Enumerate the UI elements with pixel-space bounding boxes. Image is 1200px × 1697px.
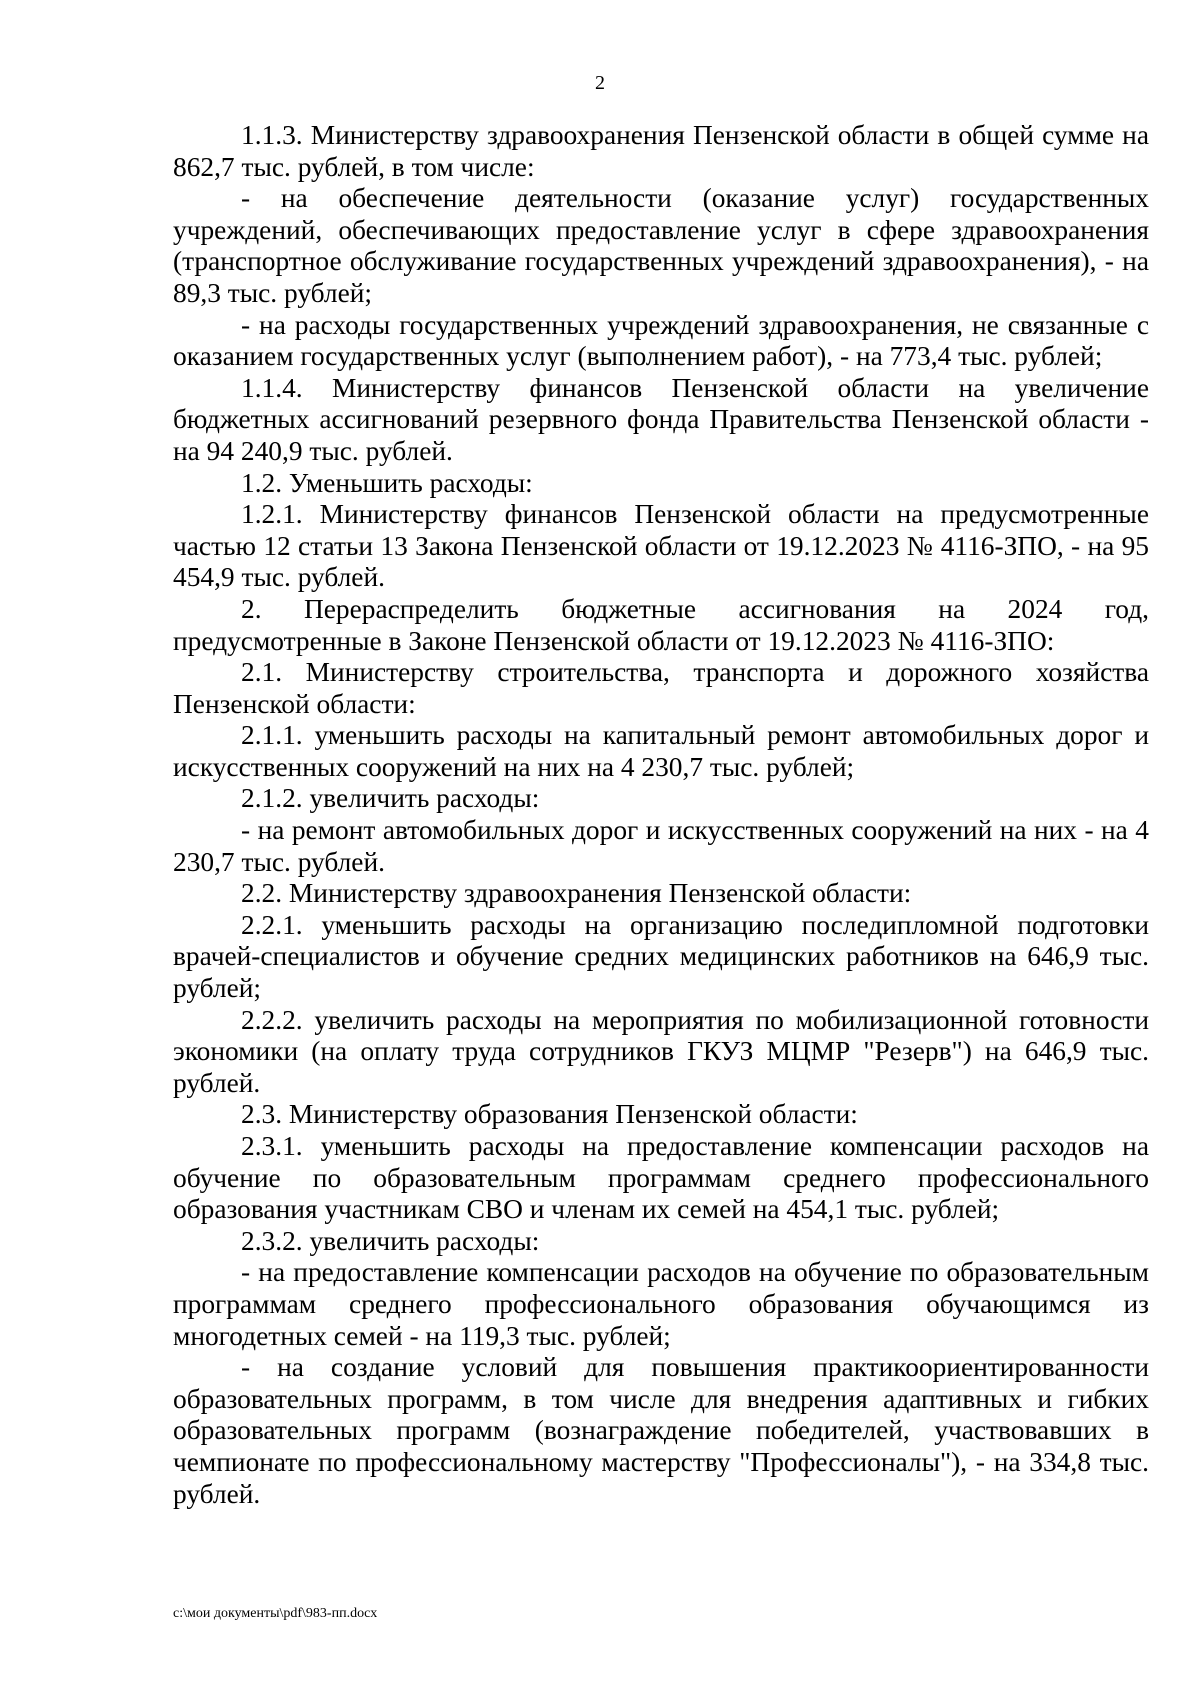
paragraph-2-2: 2.2. Министерству здравоохранения Пензенской области:: [241, 878, 912, 909]
paragraph-2-2-1: 2.2.1. уменьшить расходы на организацию последипломной подготовки врачей-специалистов и обучение средних медицинских работников на 646,9 тыс. рублей;: [173, 909, 1149, 1004]
document-body: [173, 120, 1149, 1510]
paragraph-bullet-compensation: - на предоставление компенсации расходов на обучение по образовательным программам среднего профессионального образования обучающимся из многодетных семей - на 119,3 тыс. рублей;: [173, 1257, 1149, 1351]
paragraph-2: 2. Перераспределить бюджетные ассигнования на 2024 год, предусмотренные в Законе Пензенской области от 19.12.2023 № 4116-ЗПО:: [173, 593, 1149, 656]
paragraph-2-3-2: 2.3.2. увеличить расходы:: [241, 1225, 540, 1256]
paragraph-1-1-4: 1.1.4. Министерству финансов Пензенской области на увеличение бюджетных ассигнований резервного фонда Правительства Пензенской области - на 94 240,9 тыс. рублей.: [173, 372, 1149, 466]
paragraph-2-3: 2.3. Министерству образования Пензенской области:: [241, 1099, 858, 1130]
paragraph-1-1-3: 1.1.3. Министерству здравоохранения Пензенской области в общей сумме на 862,7 тыс. рублей, в том числе:: [173, 120, 1149, 182]
paragraph-bullet-practice: - на создание условий для повышения практикоориентированности образовательных программ, в том числе для внедрения адаптивных и гибких образовательных программ (вознаграждение победителей, участвовавших в чемпионате по профессиональному мастерству "Профессионалы"), - на 334,8 тыс. рублей.: [173, 1352, 1149, 1509]
paragraph-2-3-1: 2.3.1. уменьшить расходы на предоставление компенсации расходов на обучение по образовательным программам среднего профессионального образования участникам СВО и членам их семей на 454,1 тыс. рублей;: [173, 1131, 1149, 1225]
paragraph-bullet-road-repair: - на ремонт автомобильных дорог и искусственных сооружений на них - на 4 230,7 тыс. рублей.: [173, 815, 1149, 877]
paragraph-2-1-1: 2.1.1. уменьшить расходы на капитальный ремонт автомобильных дорог и искусственных сооружений на них на 4 230,7 тыс. рублей;: [173, 720, 1149, 782]
footer-file-path: c:\мои документы\pdf\983-пп.docx: [173, 1606, 378, 1621]
paragraph-bullet-expenses: - на расходы государственных учреждений здравоохранения, не связанные с оказанием государственных услуг (выполнением работ), - на 773,4 тыс. рублей;: [173, 309, 1149, 372]
paragraph-2-1-2: 2.1.2. увеличить расходы:: [241, 783, 540, 814]
paragraph-1-2: 1.2. Уменьшить расходы:: [241, 467, 533, 498]
paragraph-2-2-2: 2.2.2. увеличить расходы на мероприятия по мобилизационной готовности экономики (на оплату труда сотрудников ГКУЗ МЦМР "Резерв") на 646,9 тыс. рублей.: [173, 1004, 1149, 1098]
paragraph-1-2-1: 1.2.1. Министерству финансов Пензенской области на предусмотренные частью 12 статьи 13 Закона Пензенской области от 19.12.2023 № 4116-ЗПО, - на 95 454,9 тыс. рублей.: [173, 499, 1149, 593]
paragraph-bullet-services: - на обеспечение деятельности (оказание услуг) государственных учреждений, обеспечивающих предоставление услуг в сфере здравоохранения (транспортное обслуживание государственных учреждений здравоохранения), - на 89,3 тыс. рублей;: [173, 183, 1149, 308]
page-number: 2: [595, 72, 605, 94]
paragraph-2-1: 2.1. Министерству строительства, транспорта и дорожного хозяйства Пензенской области:: [173, 657, 1149, 719]
